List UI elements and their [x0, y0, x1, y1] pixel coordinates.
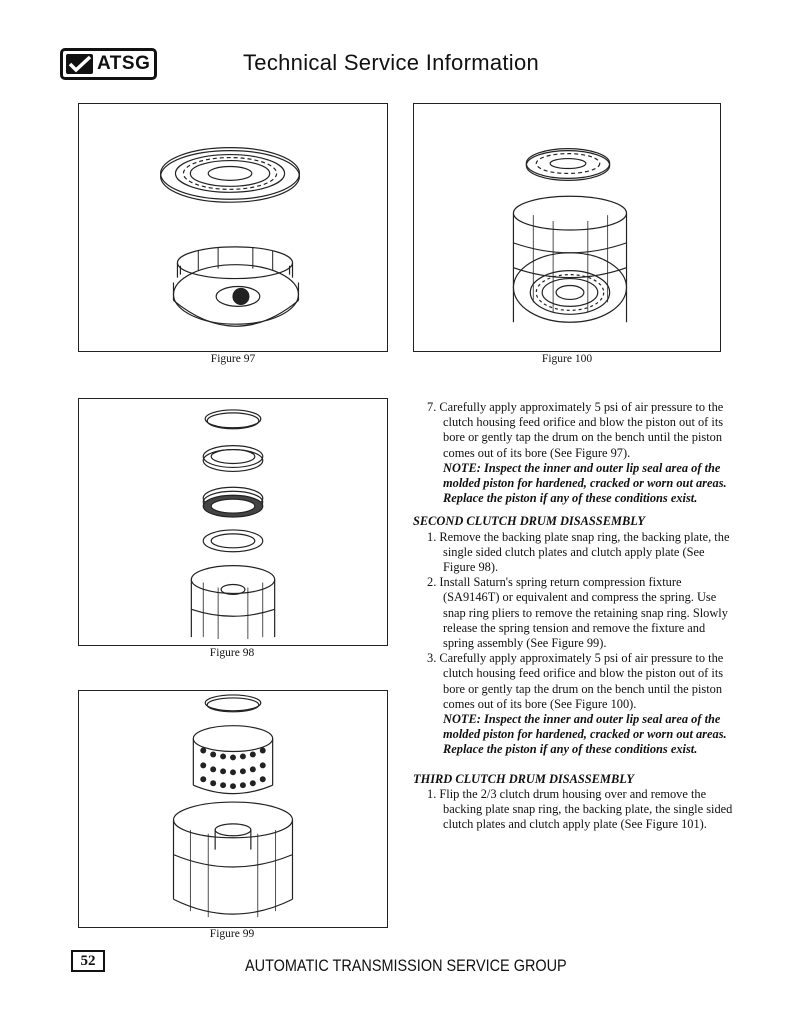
instructions-text [413, 400, 733, 832]
third-step-1: 1. Flip the 2/3 clutch drum housing over and remove the backing plate snap ring, the backing plate, the single sided clutch plates and clutch apply plate (See Figure 101). [427, 786, 733, 832]
second-step-3: 3. Carefully apply approximately 5 psi of air pressure to the clutch housing feed orifice and blow the piston out of its bore or gently tap the drum on the bench until the piston comes out of its bore (See Figure 100). [427, 651, 724, 711]
figure-97-image [78, 103, 388, 352]
figure-100-image [413, 103, 721, 352]
second-clutch-heading: SECOND CLUTCH DRUM DISASSEMBLY [413, 514, 645, 529]
third-clutch-heading: THIRD CLUTCH DRUM DISASSEMBLY [413, 771, 634, 786]
page-title: Technical Service Information [243, 50, 540, 75]
step-7: 7. Carefully apply approximately 5 psi of air pressure to the clutch housing feed orifice and blow the piston out of its bore or gently tap the drum on the bench until the piston comes out of its bore (See Figure 97). [427, 400, 724, 460]
figure-99-image [78, 690, 388, 928]
figure-98-image [78, 398, 388, 646]
figure-97-caption: Figure 97 [210, 353, 256, 365]
checkmark-logo-icon [65, 52, 95, 76]
atsg-logo [60, 48, 157, 80]
logo-text: ATSG [97, 53, 151, 74]
second-step-2: 2. Install Saturn's spring return compression fixture (SA9146T) or equivalent and compress the spring. Use snap ring pliers to remove the retaining snap ring. Slowly release the spring tension and remove the fixture and spring assembly (See Figure 99). [427, 575, 728, 651]
figure-98-caption: Figure 98 [209, 647, 255, 659]
page-number: 52 [71, 950, 105, 972]
note-1: NOTE: Inspect the inner and outer lip seal area of the molded piston for hardened, cracked or worn out areas. Replace the piston if any of these conditions exist. [443, 460, 727, 506]
figure-100-caption: Figure 100 [541, 353, 593, 365]
second-step-1: 1. Remove the backing plate snap ring, the backing plate, the single sided clutch plates and clutch apply plate (See Figure 98). [427, 529, 730, 575]
footer-org: AUTOMATIC TRANSMISSION SERVICE GROUP [245, 956, 567, 975]
note-2: NOTE: Inspect the inner and outer lip seal area of the molded piston for hardened, cracked or worn out areas. Replace the piston if any of these conditions exist. [443, 712, 727, 757]
figure-99-caption: Figure 99 [209, 928, 255, 940]
